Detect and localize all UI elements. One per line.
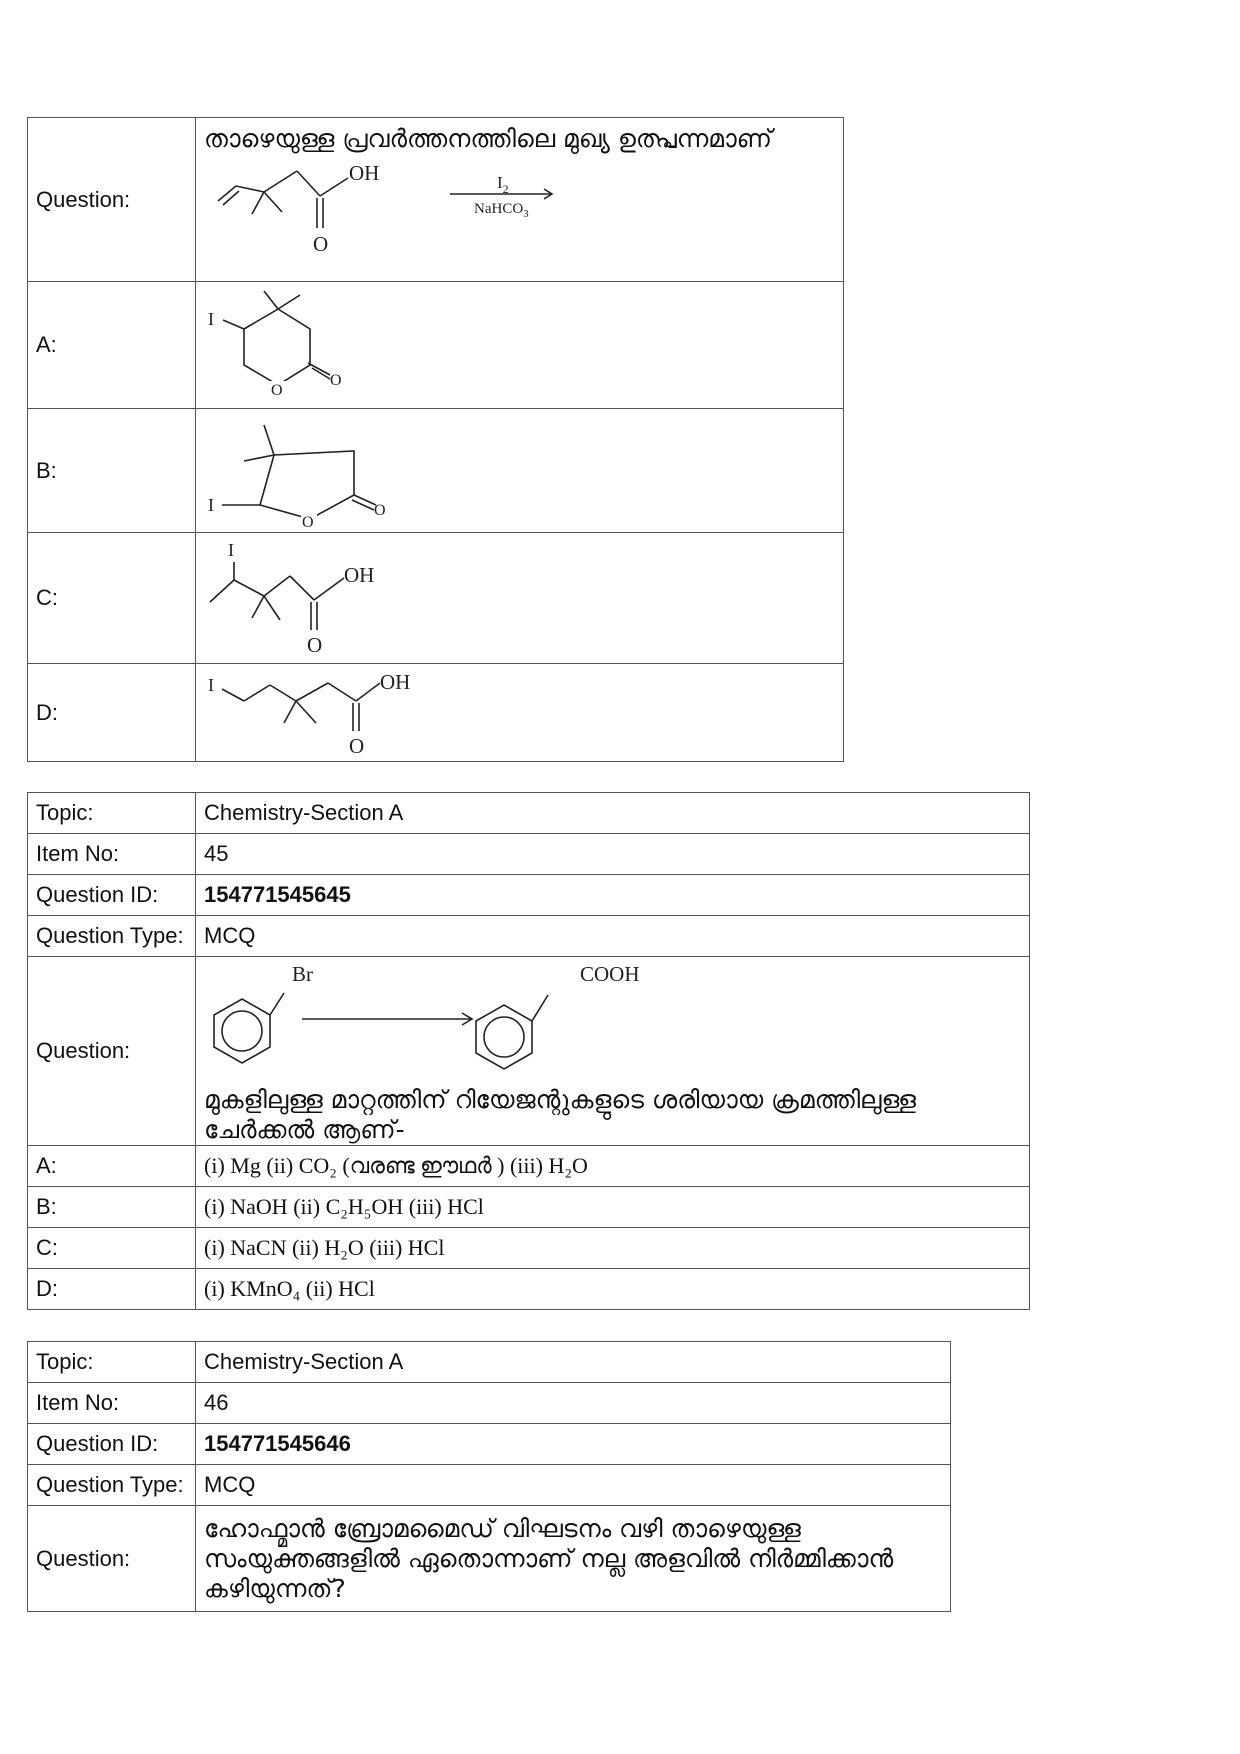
topic-value: Chemistry-Section A: [196, 793, 1030, 834]
question-text: മുകളിലുള്ള മാറ്റത്തിന് റിയേജന്റുകളുടെ ശരിയായ ക്രമത്തിലുള്ള ചേർക്കൽ ആണ്-: [204, 1085, 916, 1144]
option-d-diagram: [204, 667, 444, 759]
question-id-value: 154771545645: [196, 875, 1030, 916]
reagent-i2: $I_2$: [497, 173, 509, 196]
question-table-46: [27, 1341, 951, 1612]
question-cell: [196, 957, 1030, 1146]
question-label: Question:: [28, 1506, 196, 1612]
item-no-label: Item No:: [28, 834, 196, 875]
question-type-value: MCQ: [196, 1465, 951, 1506]
atom-label-br: Br: [292, 962, 313, 986]
question-table-44: [27, 117, 844, 762]
svg-text:O: O: [302, 513, 314, 527]
reaction-scheme-diagram: [204, 959, 764, 1077]
option-a-label: A:: [28, 282, 196, 409]
item-no-value: 45: [196, 834, 1030, 875]
option-c-label: C:: [28, 1228, 196, 1269]
question-label: Question:: [28, 118, 196, 282]
question-id-label: Question ID:: [28, 875, 196, 916]
question-label: Question:: [28, 957, 196, 1146]
option-b-label: B:: [28, 1187, 196, 1228]
svg-text:O: O: [307, 633, 323, 657]
option-b-diagram: [204, 415, 404, 527]
svg-text:O: O: [330, 372, 342, 389]
svg-text:I: I: [208, 494, 214, 515]
atom-label-oh: OH: [349, 161, 380, 185]
option-c-text: (i) NaCN (ii) H₂O (iii) HCl: [196, 1228, 1030, 1269]
svg-text:O: O: [374, 501, 386, 519]
question-table-45: [27, 792, 1030, 1310]
question-type-value: MCQ: [196, 916, 1030, 957]
option-b-label: B:: [28, 409, 196, 533]
option-c-diagram: [204, 536, 424, 660]
topic-label: Topic:: [28, 1342, 196, 1383]
svg-text:I: I: [228, 540, 234, 560]
option-a-diagram: [204, 285, 384, 405]
svg-text:OH: OH: [344, 563, 375, 587]
question-cell: [196, 1506, 951, 1612]
option-c-label: C:: [28, 533, 196, 664]
option-a-label: A:: [28, 1146, 196, 1187]
option-a-structure: [196, 282, 844, 409]
svg-text:I: I: [208, 674, 214, 695]
topic-label: Topic:: [28, 793, 196, 834]
option-d-structure: [196, 664, 844, 762]
reaction-scheme-diagram: [204, 154, 844, 266]
option-d-text: (i) KMnO₄ (ii) HCl: [196, 1269, 1030, 1310]
question-cell: [196, 118, 844, 282]
item-no-label: Item No:: [28, 1383, 196, 1424]
svg-text:I: I: [208, 309, 214, 329]
question-id-value: 154771545646: [196, 1424, 951, 1465]
option-d-label: D:: [28, 664, 196, 762]
atom-label-cooh: COOH: [580, 962, 640, 986]
option-a-text: (i) Mg (ii) CO₂ (വരണ്ട ഈഥർ ) (iii) H₂O: [196, 1146, 1030, 1187]
svg-text:O: O: [349, 733, 365, 758]
atom-label-o: O: [313, 232, 329, 256]
topic-value: Chemistry-Section A: [196, 1342, 951, 1383]
question-type-label: Question Type:: [28, 1465, 196, 1506]
item-no-value: 46: [196, 1383, 951, 1424]
question-type-label: Question Type:: [28, 916, 196, 957]
option-c-structure: [196, 533, 844, 664]
reagent-nahco3: NaHCO$_3$: [474, 201, 529, 220]
option-d-label: D:: [28, 1269, 196, 1310]
option-b-structure: [196, 409, 844, 533]
svg-text:OH: OH: [380, 669, 411, 694]
question-text: ഹോഫ്മാൻ ബ്രോമമൈഡ് വിഘടനം വഴി താഴെയുള്ള സംയുക്തങ്ങളിൽ ഏതൊന്നാണ് നല്ല അളവിൽ നിർമ്മിക്കാൻ കഴിയുന്നത്?: [204, 1513, 894, 1603]
svg-text:O: O: [271, 382, 283, 399]
question-text: താഴെയുള്ള പ്രവർത്തനത്തിലെ മുഖ്യ ഉത്പ്പന്നമാണ്: [204, 124, 772, 153]
option-b-text: (i) NaOH (ii) C₂H₅OH (iii) HCl: [196, 1187, 1030, 1228]
question-id-label: Question ID:: [28, 1424, 196, 1465]
